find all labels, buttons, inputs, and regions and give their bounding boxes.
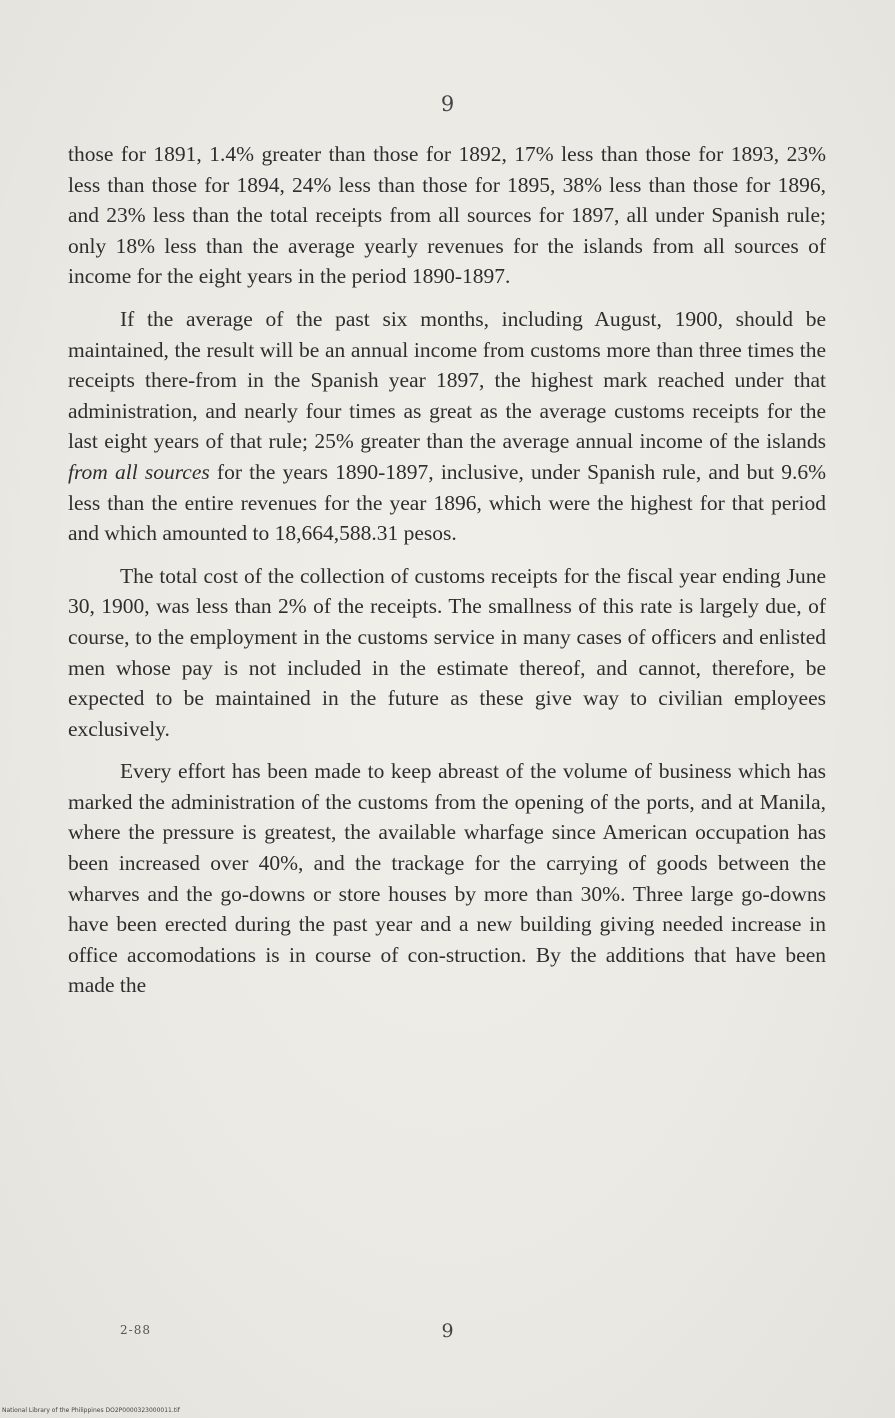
paragraph-3-text: The total cost of the collection of customs receipts for the fiscal year ending June 30, 1900, was less than 2% of the receipts. The smallness of this rate is largely due, of course, to the employment in the customs service in many cases of officers and enlisted men whose pay is not included in the estimate thereof, and cannot, therefore, be expected to be maintained in the future as these give way to civilian employees exclusively. — [68, 563, 826, 741]
paragraph-1 — [68, 139, 826, 292]
scan-source-label: National Library of the Philippines DO2P0000323000011.tif — [2, 1407, 180, 1414]
page-number-footer: 9 — [441, 1320, 454, 1342]
page-number-header: 9 — [440, 92, 455, 116]
paragraph-4 — [68, 756, 826, 1001]
paragraph-2-text-b: for the years 1890-1897, inclusive, under Spanish rule, and but 9.6% less than the entire revenues for the year 1896, which were the highest for that period and which amounted to 18,664,588.31 pesos. — [68, 459, 827, 546]
paragraph-2-text-a: If the average of the past six months, including August, 1900, should be maintained, the result will be an annual income from customs more than three times the receipts there-from in the Spanish year 1897, the highest mark reached under that administration, and nearly four times as great as the average customs receipts for the last eight years of that rule; 25% greater than the average annual income of the islands — [68, 306, 826, 454]
paragraph-1-text: those for 1891, 1.4% greater than those for 1892, 17% less than those for 1893, 23% less than those for 1894, 24% less than those for 1895, 38% less than those for 1896, and 23% less than the total receipts from all sources for 1897, all under Spanish rule; only 18% less than the average yearly revenues for the islands from all sources of income for the eight years in the period 1890-1897. — [68, 142, 826, 289]
signature-mark: 2-88 — [120, 1323, 151, 1337]
paragraph-2 — [68, 304, 826, 549]
body-text — [68, 139, 826, 1013]
paragraph-4-text: Every effort has been made to keep abreast of the volume of business which has marked the administration of the customs from the opening of the ports, and at Manila, where the pressure is greatest, the available wharfage since American occupation has been increased over 40%, and the trackage for the carrying of goods between the wharves and the go-downs or store houses by more than 30%. Three large go-downs have been erected during the past year and a new building giving needed increase in office accomodations is in course of con-struction. By the additions that have been made the — [68, 759, 826, 998]
paragraph-3 — [68, 561, 826, 745]
paragraph-2-italic-phrase: from all sources — [68, 459, 210, 484]
